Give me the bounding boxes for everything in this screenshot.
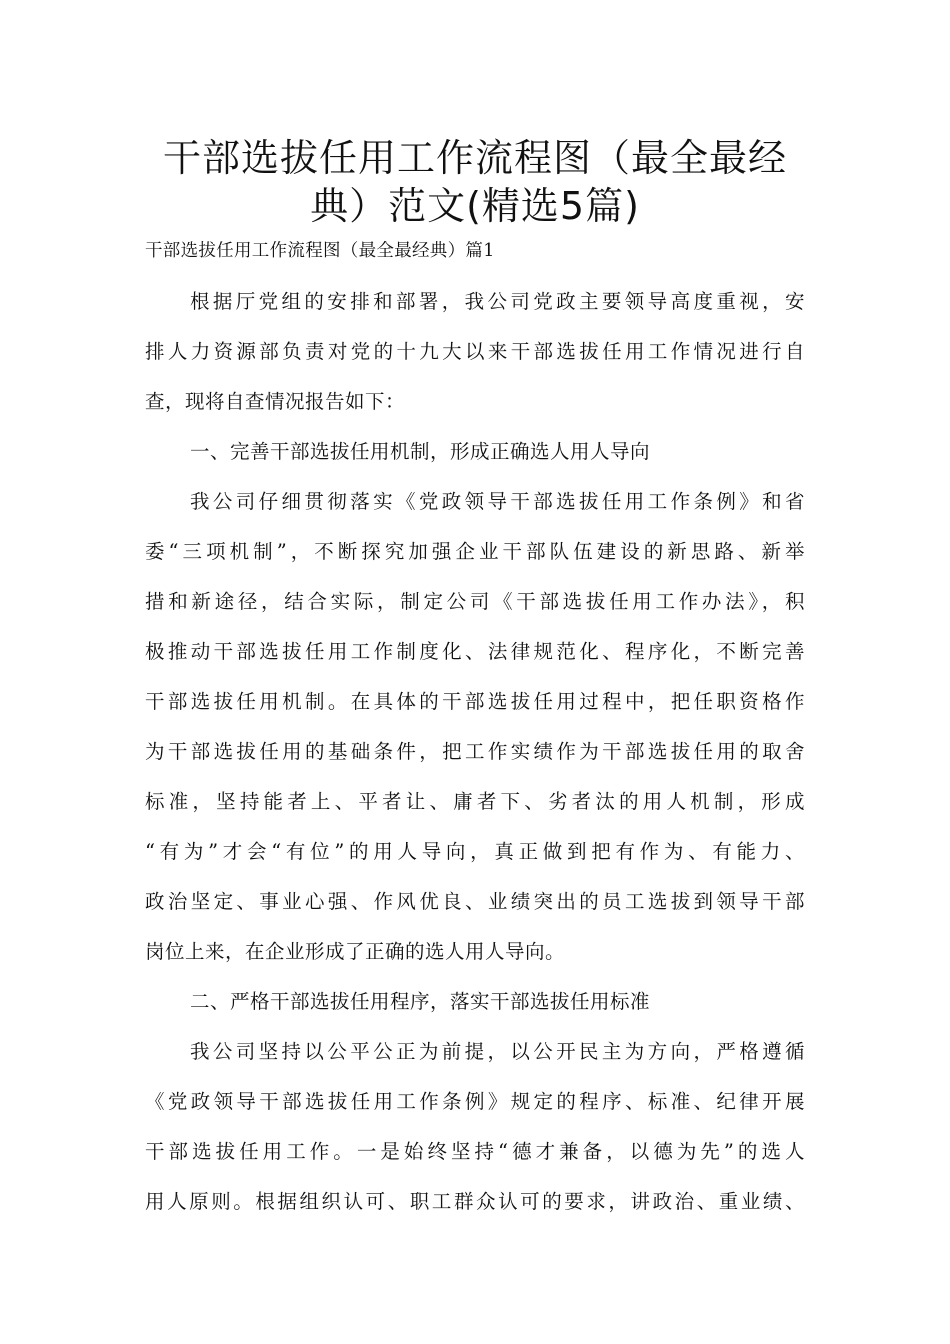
paragraph-line: 查，现将自查情况报告如下： [145,390,406,413]
paragraph-line: 我公司仔细贯彻落实《党政领导干部选拔任用工作条例》和省 [190,490,805,513]
paragraph-line: 措和新途径，结合实际，制定公司《干部选拔任用工作办法》，积 [145,590,805,613]
document-title-line-2: 典）范文(精选5篇) [310,184,640,228]
section-heading: 二、严格干部选拔任用程序，落实干部选拔任用标准 [190,990,651,1013]
paragraph-line: 根据厅党组的安排和部署，我公司党政主要领导高度重视，安 [190,290,805,313]
paragraph-line: “有为”才会“有位”的用人导向，真正做到把有作为、有能力、 [145,840,805,863]
paragraph-line: 《党政领导干部选拔任用工作条例》规定的程序、标准、纪律开展 [145,1090,805,1113]
document-title-line-1: 干部选拔任用工作流程图（最全最经 [162,136,787,180]
paragraph-line: 我公司坚持以公平公正为前提，以公开民主为方向，严格遵循 [190,1040,805,1063]
paragraph-line: 为干部选拔任用的基础条件，把工作实绩作为干部选拔任用的取舍 [145,740,805,763]
paragraph-line: 干部选拔任用工作。一是始终坚持“德才兼备，以德为先”的选人 [145,1140,805,1163]
paragraph-line: 干部选拔任用机制。在具体的干部选拔任用过程中，把任职资格作 [145,690,805,713]
paragraph-line: 委“三项机制”，不断探究加强企业干部队伍建设的新思路、新举 [145,540,805,563]
paragraph-line: 用人原则。根据组织认可、职工群众认可的要求，讲政治、重业绩、 [145,1190,805,1213]
section-heading: 一、完善干部选拔任用机制，形成正确选人用人导向 [190,440,651,463]
paragraph-line: 岗位上来，在企业形成了正确的选人用人导向。 [145,940,566,963]
paragraph-line: 政治坚定、事业心强、作风优良、业绩突出的员工选拔到领导干部 [145,890,805,913]
paragraph-line: 排人力资源部负责对党的十九大以来干部选拔任用工作情况进行自 [145,340,805,363]
paragraph-line: 标准，坚持能者上、平者让、庸者下、劣者汰的用人机制，形成 [145,790,805,813]
section-subheading: 干部选拔任用工作流程图（最全最经典）篇1 [145,241,495,261]
paragraph-line: 极推动干部选拔任用工作制度化、法律规范化、程序化，不断完善 [145,640,805,663]
